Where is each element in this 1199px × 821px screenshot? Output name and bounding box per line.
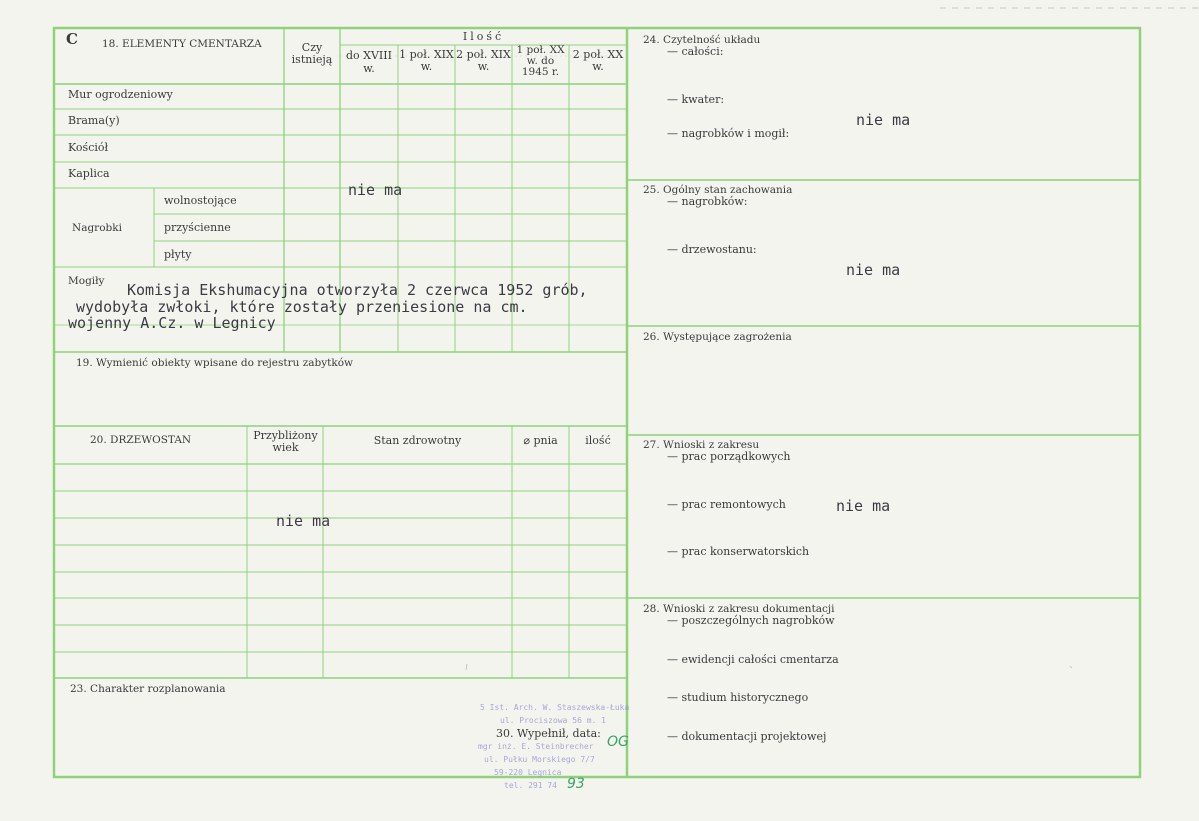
row-label-plyty: płyty xyxy=(164,248,192,261)
section-28-studium: — studium historycznego xyxy=(667,691,809,704)
section-24-kwater: — kwater: xyxy=(667,93,725,106)
col-przyblizony-wiek: Przybliżony wiek xyxy=(253,429,318,454)
section-28-nagrobkow: — poszczególnych nagrobków xyxy=(667,614,835,627)
section-27-label: 27. Wnioski z zakresu xyxy=(643,439,760,451)
sub-col-do-xviii: do XVIII w. xyxy=(346,49,392,75)
section-30-label: 30. Wypełnił, data: xyxy=(496,727,601,740)
section-24-calosci: — całości: xyxy=(667,45,724,58)
section-24-nagrobkow: — nagrobków i mogił: xyxy=(667,127,790,140)
row-label-kaplica: Kaplica xyxy=(68,167,110,180)
row-label-kosciol: Kościół xyxy=(68,141,109,154)
section-letter: C xyxy=(66,30,78,48)
col-ilosc: Ilość xyxy=(462,30,505,43)
form-sheet: C 18. ELEMENTY CMENTARZA Czy istnieją Ilość do XVIII w. 1 poł. XIX w. 2 poł. XIX w. 1 poł. XX w. do 1945 r. 2 poł. XX w. Mur ogrodzeniowy Brama(y) Kościół Kaplica Nagrobki wolnostojące przyścienne płyty Mogiły nie ma Komisja Ekshumacyjna otworzyła 2 czerwca 1952 grób, wydobyła zwłoki, które zostały przeniesione na cm. wojenny A.Cz. w Legnicy 19. Wymienić obiekty wpisane do rejestru zabytków 20. DRZEWOSTAN Przybliżony wiek Stan zdrowotny ⌀ pnia ilość nie ma 23. Charakter rozplanowania 5 Ist. Arch. W. Staszewska-Łuka ul. Prociszowa 56 m. 1 mgr inż. E. Steinbrecher ul. Pułku Morskiego 7/7 59-220 Legnica tel. 291 74 30. Wypełnił, data: OG 93 24. Czytelność układu — całości: — kwater: — nagrobków i mogił: nie ma 25. Ogólny stan zachowania — nagrobków: — drzewostanu: nie ma 26. Występujące zagrożenia 27. Wnioski z zakresu — prac porządkowych — prac remontowych — prac konserwatorskich nie ma 28. Wnioski z zakresu dokumentacji — poszczególnych nagrobków — ewidencji całości cmentarza — studium historycznego — dokumentacji projektowej xyxy=(0,0,1199,821)
sub-col-2pol-xx: 2 poł. XX w. xyxy=(572,48,624,73)
section-23-label: 23. Charakter rozplanowania xyxy=(70,683,226,695)
row-label-przyscienne: przyścienne xyxy=(164,221,231,234)
typed-nie-ma-27: nie ma xyxy=(836,497,891,515)
section-20-title: 20. DRZEWOSTAN xyxy=(90,434,192,446)
row-label-nagrobki: Nagrobki xyxy=(72,222,122,234)
section-27-porzadkowych: — prac porządkowych xyxy=(667,450,791,463)
typed-note-line-3: wojenny A.Cz. w Legnicy xyxy=(68,314,276,332)
col-srednica-pnia: ⌀ pnia xyxy=(523,434,558,447)
sub-col-1pol-xx: 1 poł. XX w. do 1945 r. xyxy=(516,44,565,78)
typed-nie-ma-20: nie ma xyxy=(276,512,331,530)
typed-nie-ma-18: nie ma xyxy=(348,181,403,199)
row-label-brama: Brama(y) xyxy=(68,114,120,127)
col-ilosc-drzew: ilość xyxy=(585,434,611,447)
handwritten-date: 93 xyxy=(567,776,585,792)
section-24-label: 24. Czytelność układu xyxy=(643,34,761,46)
typed-note-line-1: Komisja Ekshumacyjna otworzyła 2 czerwca 1952 grób, xyxy=(127,281,588,299)
typed-nie-ma-25: nie ma xyxy=(846,261,901,279)
section-28-projektowej: — dokumentacji projektowej xyxy=(667,730,827,743)
section-27-konserwatorskich: — prac konserwatorskich xyxy=(667,545,810,558)
section-19-label: 19. Wymienić obiekty wpisane do rejestru zabytków xyxy=(76,357,354,369)
sub-col-2pol-xix: 2 poł. XIX w. xyxy=(456,48,511,73)
section-26-label: 26. Występujące zagrożenia xyxy=(643,331,792,343)
section-28-label: 28. Wnioski z zakresu dokumentacji xyxy=(643,603,835,615)
section-25-label: 25. Ogólny stan zachowania xyxy=(643,184,793,196)
section-18-title: 18. ELEMENTY CMENTARZA xyxy=(102,38,262,50)
section-27-remontowych: — prac remontowych xyxy=(667,498,786,511)
section-28-ewidencji: — ewidencji całości cmentarza xyxy=(667,653,839,666)
row-label-mur: Mur ogrodzeniowy xyxy=(68,88,173,101)
sub-col-1pol-xix: 1 poł. XIX w. xyxy=(399,48,454,73)
row-label-mogily: Mogiły xyxy=(68,275,105,287)
col-czy-istnieja: Czy istnieją xyxy=(291,41,333,66)
row-label-wolnostojace: wolnostojące xyxy=(164,194,237,207)
typed-nie-ma-24: nie ma xyxy=(856,111,911,129)
col-stan-zdrowotny: Stan zdrowotny xyxy=(373,434,462,447)
section-25-nagrobkow: — nagrobków: xyxy=(667,195,748,208)
handwritten-signature: OG xyxy=(607,734,629,750)
section-25-drzewostanu: — drzewostanu: xyxy=(667,243,757,256)
typed-note-line-2: wydobyła zwłoki, które zostały przeniesione na cm. xyxy=(76,298,528,316)
